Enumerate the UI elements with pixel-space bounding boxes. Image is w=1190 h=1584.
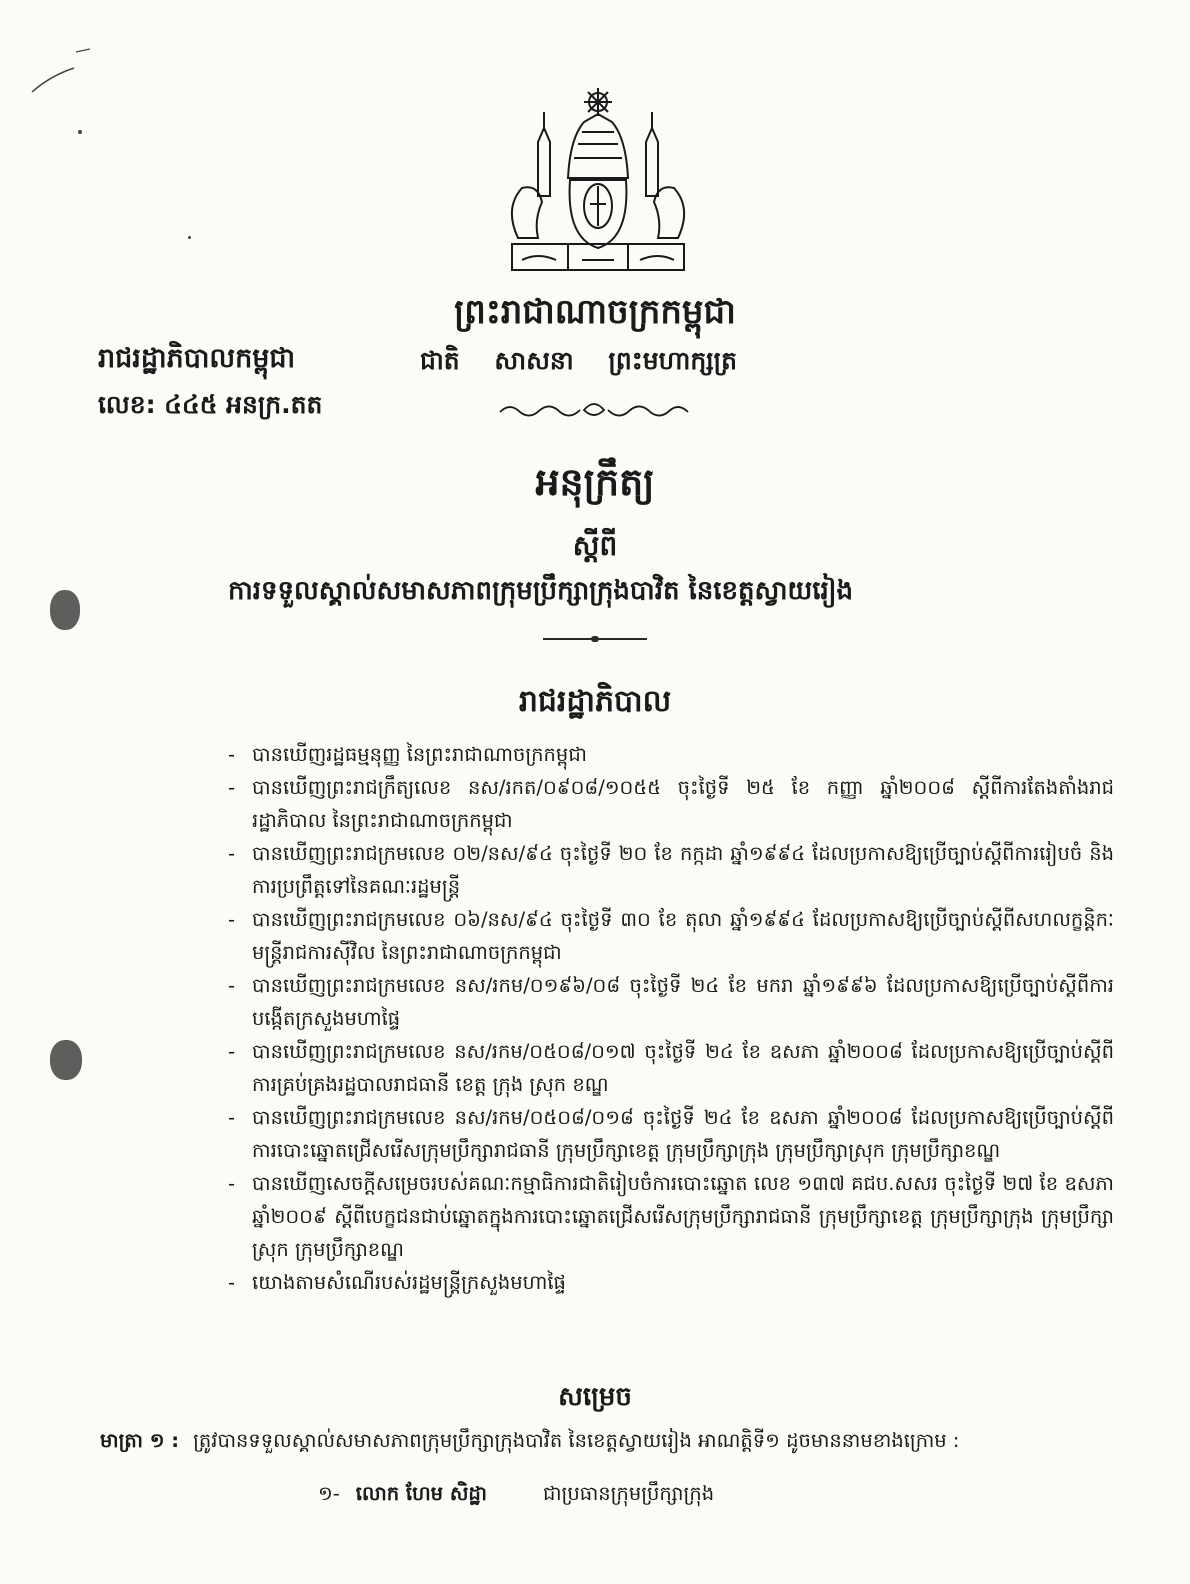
preamble-item: - បានឃើញរដ្ឋធម្មនុញ្ញ នៃព្រះរាជាណាចក្រកម្ពុជា bbox=[228, 743, 587, 766]
preamble-item: - បានឃើញព្រះរាជក្រមលេខ នស/រកម/០៥០៨/០១៨ ចុះថ្ងៃទី ២៤ ខែ ឧសភា ឆ្នាំ២០០៨ ដែលប្រកាសឱ្យប្រើច្បាប់ស្តីពីការបោះឆ្នោតជ្រើសរើសក្រុមប្រឹក្សារាជធានី ក្រុមប្រឹក្សាខេត្ត ក្រុមប្រឹក្សាក្រុង ក្រុមប្រឹក្សាស្រុក ក្រុមប្រឹក្សាខណ្ឌ bbox=[228, 1106, 1114, 1162]
preamble-text: បានឃើញរដ្ឋធម្មនុញ្ញ នៃព្រះរាជាណាចក្រកម្ពុជា bbox=[252, 743, 587, 766]
scan-speck bbox=[188, 236, 191, 239]
kingdom-title: ព្រះរាជាណាចក្រកម្ពុជា bbox=[454, 292, 736, 332]
preamble-list bbox=[228, 738, 1114, 1299]
preamble-item: - បានឃើញព្រះរាជក្រមលេខ នស/រកម/០១៩៦/០៨ ចុះថ្ងៃទី ២៤ ខែ មករា ឆ្នាំ១៩៩៦ ដែលប្រកាសឱ្យប្រើច្បាប់ស្តីពីការបង្កើតក្រសួងមហាផ្ទៃ bbox=[228, 974, 1114, 1030]
preamble-item: - យោងតាមសំណើរបស់រដ្ឋមន្ត្រីក្រសួងមហាផ្ទៃ bbox=[228, 1271, 566, 1294]
member-index: ១- bbox=[318, 1482, 340, 1505]
preamble-text: បានឃើញព្រះរាជក្រមលេខ នស/រកម/០១៩៦/០៨ ចុះថ្ងៃទី ២៤ ខែ មករា ឆ្នាំ១៩៩៦ ដែលប្រកាសឱ្យប្រើច្បាប់ស្តីពីការបង្កើតក្រសួងមហាផ្ទៃ bbox=[252, 974, 1114, 1030]
member-row bbox=[318, 1481, 714, 1510]
member-role: ជាប្រធានក្រុមប្រឹក្សាក្រុង bbox=[542, 1482, 715, 1505]
section-divider-dot bbox=[591, 636, 599, 642]
preamble-text: បានឃើញព្រះរាជក្រមលេខ នស/រកម/០៥០៨/០១៧ ចុះថ្ងៃទី ២៤ ខែ ឧសភា ឆ្នាំ២០០៨ ដែលប្រកាសឱ្យប្រើច្បាប់ស្តីពីការគ្រប់គ្រងរដ្ឋបាលរាជធានី ខេត្ត ក្រុង ស្រុក ខណ្ឌ bbox=[252, 1040, 1114, 1096]
article-text: ត្រូវបានទទួលស្គាល់សមាសភាពក្រុមប្រឹក្សាក្រុងបាវិត នៃខេត្តស្វាយរៀង អាណត្តិទី១ ដូចមាននាមខាងក្រោម : bbox=[193, 1429, 960, 1452]
member-name: លោក ហែម សិដ្ឋា bbox=[355, 1482, 487, 1505]
ornament-divider-icon bbox=[496, 398, 692, 422]
royal-emblem-icon bbox=[498, 88, 698, 278]
preamble-text: បានឃើញព្រះរាជក្រមលេខ ០២/នស/៩៤ ចុះថ្ងៃទី ២០ ខែ កក្កដា ឆ្នាំ១៩៩៤ ដែលប្រកាសឱ្យប្រើច្បាប់ស្តីពីការរៀបចំ និងការប្រព្រឹត្តទៅនៃគណៈរដ្ឋមន្ត្រី bbox=[252, 842, 1114, 898]
preamble-text: បានឃើញព្រះរាជក្រឹត្យលេខ នស/រកត/០៩០៨/១០៥៥ ចុះថ្ងៃទី ២៥ ខែ កញ្ញា ឆ្នាំ២០០៨ ស្តីពីការតែងតាំងរាជរដ្ឋាភិបាល នៃព្រះរាជាណាចក្រកម្ពុជា bbox=[252, 776, 1114, 832]
article-1 bbox=[100, 1428, 1110, 1457]
preamble-text: បានឃើញព្រះរាជក្រមលេខ នស/រកម/០៥០៨/០១៨ ចុះថ្ងៃទី ២៤ ខែ ឧសភា ឆ្នាំ២០០៨ ដែលប្រកាសឱ្យប្រើច្បាប់ស្តីពីការបោះឆ្នោតជ្រើសរើសក្រុមប្រឹក្សារាជធានី ក្រុមប្រឹក្សាខេត្ត ក្រុមប្រឹក្សាក្រុង ក្រុមប្រឹក្សាស្រុក ក្រុមប្រឹក្សាខណ្ឌ bbox=[252, 1106, 1114, 1162]
preamble-item: - បានឃើញព្រះរាជក្រមលេខ នស/រកម/០៥០៨/០១៧ ចុះថ្ងៃទី ២៤ ខែ ឧសភា ឆ្នាំ២០០៨ ដែលប្រកាសឱ្យប្រើច្បាប់ស្តីពីការគ្រប់គ្រងរដ្ឋបាលរាជធានី ខេត្ត ក្រុង ស្រុក ខណ្ឌ bbox=[228, 1040, 1114, 1096]
decision-heading: សម្រេច bbox=[558, 1382, 632, 1412]
preamble-item: - បានឃើញព្រះរាជក្រមលេខ ០៦/នស/៩៤ ចុះថ្ងៃទី ៣០ ខែ តុលា ឆ្នាំ១៩៩៤ ដែលប្រកាសឱ្យប្រើច្បាប់ស្តីពីសហលក្ខន្តិកៈមន្ត្រីរាជការស៊ីវិល នៃព្រះរាជាណាចក្រកម្ពុជា bbox=[228, 908, 1114, 964]
preamble-text: យោងតាមសំណើរបស់រដ្ឋមន្ត្រីក្រសួងមហាផ្ទៃ bbox=[252, 1271, 566, 1294]
preamble-item: - បានឃើញសេចក្តីសម្រេចរបស់គណៈកម្មាធិការជាតិរៀបចំការបោះឆ្នោត លេខ ១៣៧ គជប.សសរ ចុះថ្ងៃទី ២៧ ខែ ឧសភា ឆ្នាំ២០០៩ ស្តីពីបេក្ខជនជាប់ឆ្នោតក្នុងការបោះឆ្នោតជ្រើសរើសក្រុមប្រឹក្សារាជធានី ក្រុមប្រឹក្សាខេត្ត ក្រុមប្រឹក្សាក្រុង ក្រុមប្រឹក្សាស្រុក ក្រុមប្រឹក្សាខណ្ឌ bbox=[228, 1172, 1114, 1261]
document-about: ស្តីពី bbox=[572, 529, 618, 562]
document-number: លេខ: ៤៤៥ អនក្រ.តត bbox=[98, 390, 323, 419]
national-motto: ជាតិ សាសនា ព្រះមហាក្សត្រ bbox=[420, 346, 737, 375]
document-type: អនុក្រឹត្យ bbox=[535, 460, 655, 504]
document-subject: ការទទួលស្គាល់សមាសភាពក្រុមប្រឹក្សាក្រុងបាវិត នៃខេត្តស្វាយរៀង bbox=[228, 576, 854, 606]
scan-scribble bbox=[30, 46, 90, 96]
preamble-text: បានឃើញព្រះរាជក្រមលេខ ០៦/នស/៩៤ ចុះថ្ងៃទី ៣០ ខែ តុលា ឆ្នាំ១៩៩៤ ដែលប្រកាសឱ្យប្រើច្បាប់ស្តីពីសហលក្ខន្តិកៈមន្ត្រីរាជការស៊ីវិល នៃព្រះរាជាណាចក្រកម្ពុជា bbox=[252, 908, 1114, 964]
preamble-item: - បានឃើញព្រះរាជក្រឹត្យលេខ នស/រកត/០៩០៨/១០៥៥ ចុះថ្ងៃទី ២៥ ខែ កញ្ញា ឆ្នាំ២០០៨ ស្តីពីការតែងតាំងរាជរដ្ឋាភិបាល នៃព្រះរាជាណាចក្រកម្ពុជា bbox=[228, 776, 1114, 832]
article-label: មាត្រា ១ : bbox=[100, 1429, 180, 1452]
scan-speck bbox=[78, 130, 82, 134]
scan-mark bbox=[50, 1040, 82, 1080]
preamble-item: - បានឃើញព្រះរាជក្រមលេខ ០២/នស/៩៤ ចុះថ្ងៃទី ២០ ខែ កក្កដា ឆ្នាំ១៩៩៤ ដែលប្រកាសឱ្យប្រើច្បាប់ស្តីពីការរៀបចំ និងការប្រព្រឹត្តទៅនៃគណៈរដ្ឋមន្ត្រី bbox=[228, 842, 1114, 898]
issuer-heading: រាជរដ្ឋាភិបាល bbox=[518, 684, 672, 719]
preamble-text: បានឃើញសេចក្តីសម្រេចរបស់គណៈកម្មាធិការជាតិរៀបចំការបោះឆ្នោត លេខ ១៣៧ គជប.សសរ ចុះថ្ងៃទី ២៧ ខែ ឧសភា ឆ្នាំ២០០៩ ស្តីពីបេក្ខជនជាប់ឆ្នោតក្នុងការបោះឆ្នោតជ្រើសរើសក្រុមប្រឹក្សារាជធានី ក្រុមប្រឹក្សាខេត្ត ក្រុមប្រឹក្សាក្រុង ក្រុមប្រឹក្សាស្រុក ក្រុមប្រឹក្សាខណ្ឌ bbox=[252, 1172, 1114, 1261]
government-name: រាជរដ្ឋាភិបាលកម្ពុជា bbox=[98, 343, 296, 374]
scan-mark bbox=[50, 590, 80, 630]
